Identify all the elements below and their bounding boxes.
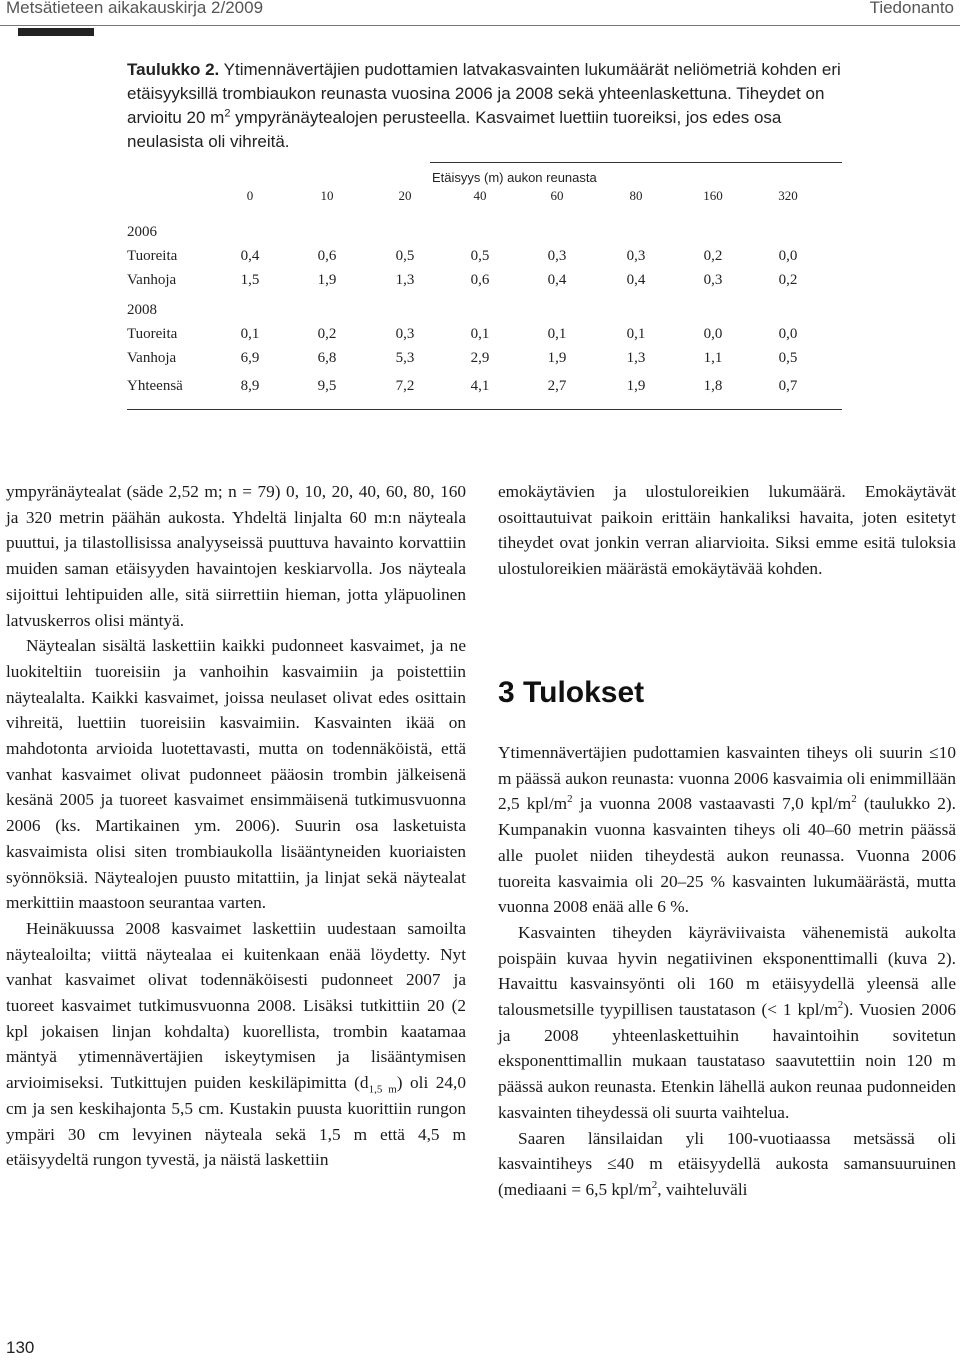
table-cell: 0,2 [778, 272, 798, 288]
table-cell: 0,1 [547, 326, 567, 342]
page-number: 130 [6, 1338, 35, 1357]
table-cell: 1,9 [317, 272, 337, 288]
table-cell-total: 7,2 [395, 378, 415, 394]
table-cell: 0,5 [470, 248, 490, 264]
column-header: 20 [398, 188, 412, 203]
column-header: 80 [629, 188, 643, 203]
table-super-header: Etäisyys (m) aukon reunasta [432, 170, 597, 185]
row-label: Tuoreita [127, 248, 178, 264]
table-cell: 0,3 [547, 248, 567, 264]
article-type: Tiedonanto [869, 0, 954, 17]
table-cell: 0,1 [240, 326, 260, 342]
table-cell: 0,2 [317, 326, 337, 342]
left-text-column [6, 479, 466, 1173]
paragraph: Ytimennävertäjien pudottamien kasvainten tiheys oli suurin ≤10 m päässä aukon reunasta: vuonna 2006 kasvaimia oli enimmillään 2,5 kpl/$m^2$ ja vuonna 2008 vastaavasti 7,0 kpl/$m^2$ (taulukko 2). Kumpanakin vuonna kasvainten tiheys oli 40–60 metrin päässä alle puolet niiden tiheydestä aukon reunassa. Vuonna 2006 tuoreita kasvaimia oli 20–25 % kasvainten lukumäärästä, mutta vuonna 2008 enää alle 6 %. [498, 743, 957, 917]
paragraph: ympyränäytealat (säde 2,52 m; n = 79) 0, 10, 20, 40, 60, 80, 160 ja 320 metrin päähän aukosta. Yhdeltä linjalta 60 m:n näyteala puuttui, ja tilastollisissa analyyseissä puuttuva havainto korvattiin muiden saman etäisyyden havaintojen keskiarvolla. Jos näyteala sijoittui lehtipuiden alle, sitä siirrettiin hieman, jotta yläpuolinen latvuskerros olisi mäntyä. [6, 482, 466, 630]
table-cell-total: 1,9 [626, 378, 646, 394]
table-cell-total: 0,7 [778, 378, 798, 394]
column-header: 40 [473, 188, 487, 203]
column-header: 320 [778, 188, 798, 203]
table-cell-total: 8,9 [240, 378, 260, 394]
table-cell: 1,5 [240, 272, 260, 288]
column-header: 60 [550, 188, 564, 203]
table-cell: 0,3 [703, 272, 723, 288]
caption-text-cont: ympyränäytealojen perusteella. Kasvaimet luettiin tuoreiksi, jos edes osa neulasista oli vihreitä. [127, 108, 782, 151]
table-cell: 1,3 [626, 350, 646, 366]
table-cell: 0,3 [395, 326, 415, 342]
table-cell: 0,6 [470, 272, 490, 288]
table-cell: 1,9 [547, 350, 567, 366]
table-cell: 0,1 [470, 326, 490, 342]
caption-sup: 2 [224, 107, 231, 120]
paragraph: Saaren länsilaidan yli 100-vuotiaassa metsässä oli kasvaintiheys ≤40 m etäisyydellä aukosta samansuuruinen (mediaani = 6,5 kpl/$m^2$, vaihteluväli [498, 1128, 956, 1199]
caption-text: Ytimennävertäjien pudottamien latvakasvainten lukumäärät neliömetriä kohden eri etäisyyksillä trombiaukon reunasta vuosina 2006 ja 2008 sekä yhteenlaskettuna. Tiheydet on arvioitu 20 m [127, 60, 841, 127]
row-label: Tuoreita [127, 326, 178, 342]
right-text-column-results [498, 740, 956, 1203]
header-bar [18, 28, 94, 36]
table-cell: 0,4 [240, 248, 260, 264]
group-year-label: 2006 [127, 224, 157, 240]
table-cell: 0,2 [703, 248, 723, 264]
column-header: 10 [320, 188, 334, 203]
table-cell: 0,3 [626, 248, 646, 264]
table-bottom-rule [127, 409, 842, 410]
group-year-label: 2008 [127, 302, 157, 318]
paragraph: emokäytävien ja ulostuloreikien lukumäärä. Emokäytävät osoittautuivat paikoin erittäin hankaliksi havaita, joten esitetyt tiheydet ovat jonkin verran aliarvioita. Siksi emme esitä tuloksia ulostuloreikien määrästä emokäytävää kohden. [498, 482, 956, 579]
table-cell: 0,0 [703, 326, 723, 342]
table-cell: 0,4 [626, 272, 646, 288]
table-cell: 2,9 [470, 350, 490, 366]
table-cell-total: 1,8 [703, 378, 723, 394]
paragraph: Näytealan sisältä laskettiin kaikki pudonneet kasvaimet, ja ne luokiteltiin tuoreisiin ja vanhoihin kasvaimiin ja poistettiin näytealalta. Kaikki kasvaimet, joissa neulaset olivat edes osittain vihreitä, luettiin tuoreisiin kasvaimiin. Kasvainten ikää on mahdotonta arvioida luotettavasti, mutta on todennäköistä, että vanhat kasvaimet olivat pudonneet pääosin trombin jälkeisenä kesänä 2005 ja tuoreet kasvaimet ensimmäisenä tutkimusvuonna 2006 (ks. Martikainen ym. 2006). Suurin osa lasketuista kasvaimista olisi siten trombiaukolla lisääntyneiden kuoriaisten syönnöksiä. Näytealojen puusto mitattiin, ja linjat sekä näytealat merkittiin maastoon seurantaa varten. [6, 636, 466, 913]
caption-label: Taulukko 2. [127, 60, 220, 79]
table-cell: 0,0 [778, 248, 798, 264]
paragraph: Kasvainten tiheyden käyräviivaista vähenemistä aukolta poispäin kuvaa hyvin negatiivinen eksponenttimalli (kuva 2). Havaittu kasvainsyönti oli 160 m etäisyydellä yleensä alle talousmetsille tyypillisen taustatason (< 1 kpl/$m^2$). Vuosien 2006 ja 2008 yhteenlaskettuihin havaintoihin sovitetun eksponenttimallin mukaan taustataso saavutettiin noin 120 m päässä aukon reunasta. Etenkin lähellä aukon reunaa pudonneiden kasvainten tiheydessä oli suurta vaihtelua. [498, 922, 956, 1122]
row-label: Vanhoja [127, 350, 177, 366]
journal-title: Metsätieteen aikakauskirja 2/2009 [6, 0, 264, 17]
table-cell-total: 9,5 [317, 378, 337, 394]
table-cell: 6,9 [240, 350, 260, 366]
table-header-rule [430, 162, 842, 163]
table-caption [127, 58, 847, 154]
table-cell: 0,4 [547, 272, 567, 288]
table-cell: 0,6 [317, 248, 337, 264]
row-label: Vanhoja [127, 272, 177, 288]
table-cell: 1,3 [395, 272, 415, 288]
table-cell: 0,5 [778, 350, 798, 366]
table-cell: 5,3 [395, 350, 415, 366]
table-cell-total: 4,1 [470, 378, 490, 394]
subscript: 1,5 m [368, 1083, 397, 1096]
section-heading: 3 Tulokset [498, 676, 645, 709]
table-cell-total: 2,7 [547, 378, 567, 394]
total-row-label: Yhteensä [127, 378, 183, 394]
header-rule [0, 25, 960, 26]
table-cell: 0,5 [395, 248, 415, 264]
paragraph: Heinäkuussa 2008 kasvaimet laskettiin uudestaan samoilta näytealoilta; viittä näytealaa ei kuitenkaan enää löydetty. Nyt vanhat kasvaimet olivat todennäköisesti pudonneet 2007 ja tuoreet kasvaimet tutkimusvuonna 2008. Lisäksi tutkittiin 20 (2 kpl jokaisen linjan kohdalta) kuorellista, trombin kaatamaa mäntyä ytimennävertäjien iskeytymisen ja lisääntymisen arvioimiseksi. Tutkittujen puiden keskiläpimitta $(d_{1,5 m})$ oli 24,0 cm ja sen keskihajonta 5,5 cm. Kustakin puusta kuorittiin rungon ympäri 30 cm levyinen näyteala sekä 1,5 m että 4,5 m etäisyydeltä rungon tyvestä, ja näistä laskettiin [6, 918, 466, 1170]
column-header: 160 [703, 188, 723, 203]
column-header: 0 [246, 188, 254, 203]
table-cell: 0,0 [778, 326, 798, 342]
table-cell: 6,8 [317, 350, 337, 366]
table-cell: 0,1 [626, 326, 646, 342]
table-cell: 1,1 [703, 350, 723, 366]
right-text-column-top [498, 479, 956, 582]
